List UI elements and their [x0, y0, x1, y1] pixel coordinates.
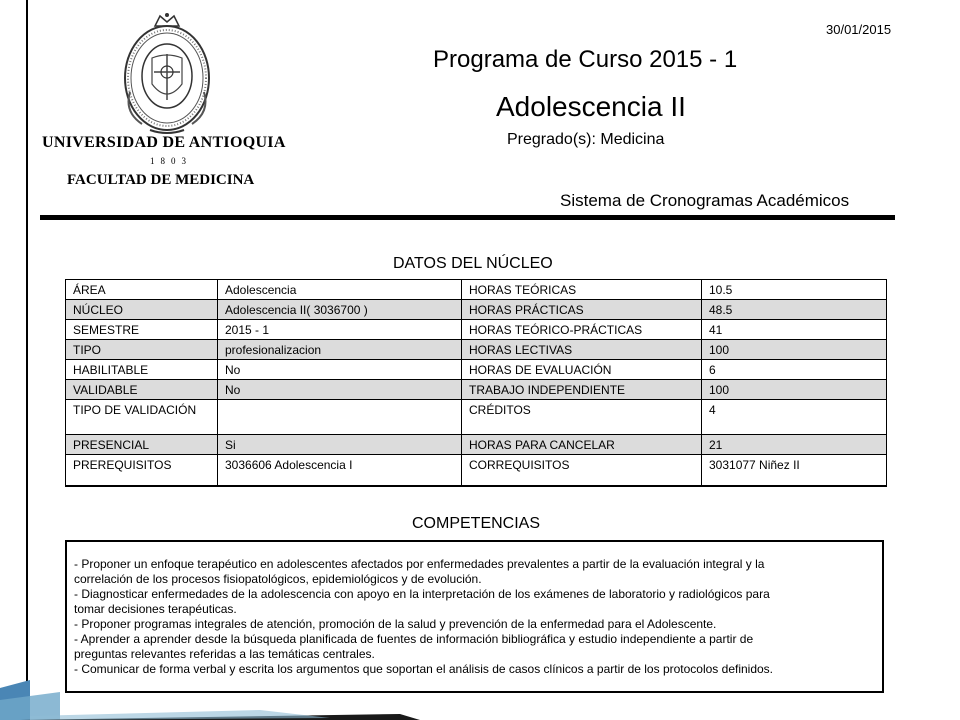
university-seal-icon	[120, 12, 214, 137]
datos-row	[66, 360, 887, 380]
datos-value: Adolescencia	[218, 280, 462, 300]
slide-decoration	[0, 680, 420, 720]
datos-label: PRESENCIAL	[66, 435, 218, 455]
datos-value: Adolescencia II( 3036700 )	[218, 300, 462, 320]
datos-label: TRABAJO INDEPENDIENTE	[462, 380, 702, 400]
datos-label: CRÉDITOS	[462, 400, 702, 435]
competencia-line: - Aprender a aprender desde la búsqueda planificada de fuentes de información bibliográfica y estudio independiente a partir de	[74, 632, 754, 646]
datos-row	[66, 435, 887, 455]
datos-label: TIPO	[66, 340, 218, 360]
datos-row	[66, 380, 887, 400]
competencia-line: tomar decisiones terapéuticas.	[74, 602, 237, 616]
datos-label: ÁREA	[66, 280, 218, 300]
competencias-section-title: COMPETENCIAS	[412, 515, 541, 532]
datos-label: HORAS DE EVALUACIÓN	[462, 360, 702, 380]
competencia-line: - Diagnosticar enfermedades de la adolescencia con apoyo en la interpretación de los exámenes de laboratorio y radiológicos para	[74, 587, 770, 601]
datos-label: NÚCLEO	[66, 300, 218, 320]
system-name: Sistema de Cronogramas Académicos	[560, 191, 850, 210]
datos-value: 3036606 Adolescencia I	[218, 455, 462, 487]
program-title: Programa de Curso 2015 - 1	[433, 46, 738, 73]
datos-value: 21	[702, 435, 887, 455]
datos-section-title: DATOS DEL NÚCLEO	[393, 255, 553, 272]
datos-value: profesionalizacion	[218, 340, 462, 360]
datos-value: No	[218, 360, 462, 380]
datos-table	[65, 279, 887, 487]
datos-label: HORAS PARA CANCELAR	[462, 435, 702, 455]
datos-value: 41	[702, 320, 887, 340]
datos-label: HORAS PRÁCTICAS	[462, 300, 702, 320]
competencias-box	[65, 540, 884, 693]
datos-label: HABILITABLE	[66, 360, 218, 380]
datos-value: 100	[702, 380, 887, 400]
datos-value: No	[218, 380, 462, 400]
datos-row	[66, 455, 887, 487]
datos-row	[66, 300, 887, 320]
document-date: 30/01/2015	[826, 22, 892, 37]
datos-row	[66, 340, 887, 360]
datos-label: TIPO DE VALIDACIÓN	[66, 400, 218, 435]
datos-label: PREREQUISITOS	[66, 455, 218, 487]
datos-label: SEMESTRE	[66, 320, 218, 340]
datos-value: 48.5	[702, 300, 887, 320]
datos-row	[66, 320, 887, 340]
datos-label: HORAS LECTIVAS	[462, 340, 702, 360]
datos-value: 10.5	[702, 280, 887, 300]
competencia-line: - Proponer un enfoque terapéutico en adolescentes afectados por enfermedades prevalentes a partir de la evaluación integral y la	[74, 557, 765, 571]
datos-value	[218, 400, 462, 435]
course-title: Adolescencia II	[496, 91, 686, 122]
datos-value: 3031077 Niñez II	[702, 455, 887, 487]
competencia-line: - Comunicar de forma verbal y escrita los argumentos que soportan el análisis de casos clínicos a partir de los protocolos definidos.	[74, 662, 774, 676]
datos-label: VALIDABLE	[66, 380, 218, 400]
datos-value: 100	[702, 340, 887, 360]
datos-row	[66, 280, 887, 300]
datos-label: CORREQUISITOS	[462, 455, 702, 487]
competencia-line: preguntas relevantes referidas a las temáticas centrales.	[74, 647, 375, 661]
competencia-line: - Proponer programas integrales de atención, promoción de la salud y prevención de la enfermedad para el Adolescente.	[74, 617, 717, 631]
header-divider	[40, 215, 895, 220]
pregrado-label: Pregrado(s): Medicina	[507, 131, 665, 148]
faculty-name: FACULTAD DE MEDICINA	[67, 172, 255, 188]
datos-label: HORAS TEÓRICO-PRÁCTICAS	[462, 320, 702, 340]
founding-year: 1803	[150, 156, 192, 166]
university-name: UNIVERSIDAD DE ANTIOQUIA	[42, 134, 286, 151]
datos-label: HORAS TEÓRICAS	[462, 280, 702, 300]
datos-value: 6	[702, 360, 887, 380]
datos-value: 4	[702, 400, 887, 435]
page-left-border	[26, 0, 28, 705]
datos-value: Si	[218, 435, 462, 455]
competencia-line: correlación de los procesos fisiopatológicos, epidemiológicos y de evolución.	[74, 572, 482, 586]
datos-row	[66, 400, 887, 435]
datos-value: 2015 - 1	[218, 320, 462, 340]
